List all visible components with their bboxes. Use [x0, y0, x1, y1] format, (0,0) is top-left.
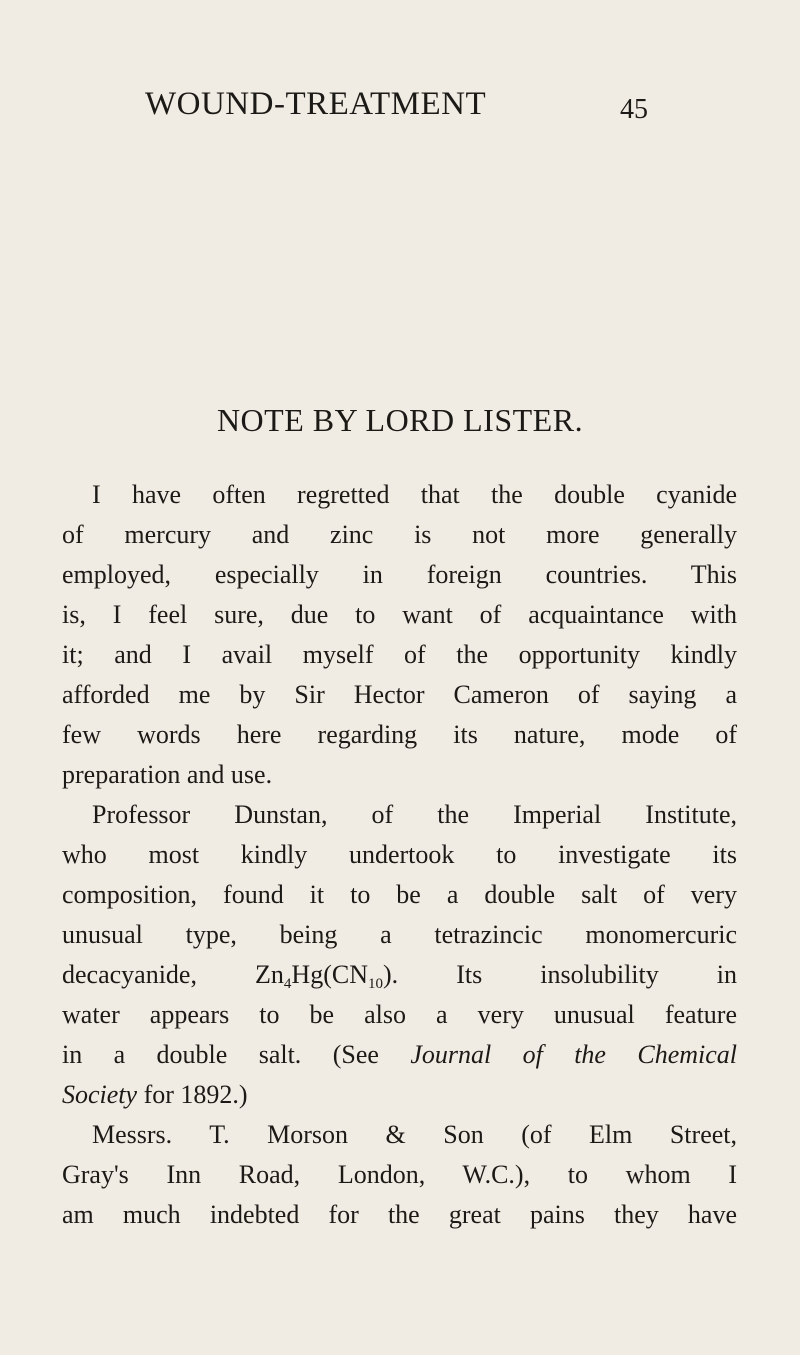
text-line: preparation and use. — [62, 760, 273, 789]
text-line-formula — [62, 955, 737, 995]
page-number: 45 — [620, 94, 648, 125]
text-line: composition, found it to be a double salt of very — [62, 880, 737, 909]
text-line: I have often regretted that the double cyanide — [92, 480, 737, 509]
text-line: Gray's Inn Road, London, W.C.), to whom I — [62, 1160, 737, 1189]
text-line: am much indebted for the great pains they have — [62, 1200, 737, 1229]
text-line: afforded me by Sir Hector Cameron of saying a — [62, 680, 737, 709]
text-line: of mercury and zinc is not more generally — [62, 520, 737, 549]
text-segment: for 1892.) — [143, 1080, 248, 1109]
formula-part: Zn — [255, 960, 284, 989]
text-line: it; and I avail myself of the opportunity kindly — [62, 640, 737, 669]
text-line: employed, especially in foreign countries. This — [62, 560, 737, 589]
journal-title: Society — [62, 1080, 138, 1109]
formula-subscript: 10 — [367, 976, 383, 992]
chemical-formula — [255, 960, 399, 992]
journal-title: Journal of the Chemical — [410, 1040, 738, 1069]
formula-subscript: 4 — [283, 976, 292, 992]
formula-part: Hg(CN — [291, 960, 368, 989]
formula-part: ). — [382, 960, 399, 989]
text-line: few words here regarding its nature, mode of — [62, 720, 737, 749]
text-line — [62, 1075, 737, 1115]
body-text — [62, 475, 737, 1235]
text-line: unusual type, being a tetrazincic monomercuric — [62, 920, 737, 949]
text-line: Messrs. T. Morson & Son (of Elm Street, — [92, 1120, 737, 1149]
text-segment: in a double salt. (See — [62, 1040, 379, 1069]
text-line: Professor Dunstan, of the Imperial Institute, — [92, 800, 737, 829]
section-title: NOTE BY LORD LISTER. — [216, 402, 584, 438]
text-line: water appears to be also a very unusual feature — [62, 1000, 737, 1029]
running-head: WOUND-TREATMENT — [145, 86, 487, 122]
text-line — [62, 1035, 737, 1075]
text-line: is, I feel sure, due to want of acquaintance with — [62, 600, 737, 629]
text-segment: Its insolubility in — [456, 960, 738, 989]
text-line: who most kindly undertook to investigate its — [62, 840, 737, 869]
text-segment: decacyanide, — [62, 960, 197, 989]
